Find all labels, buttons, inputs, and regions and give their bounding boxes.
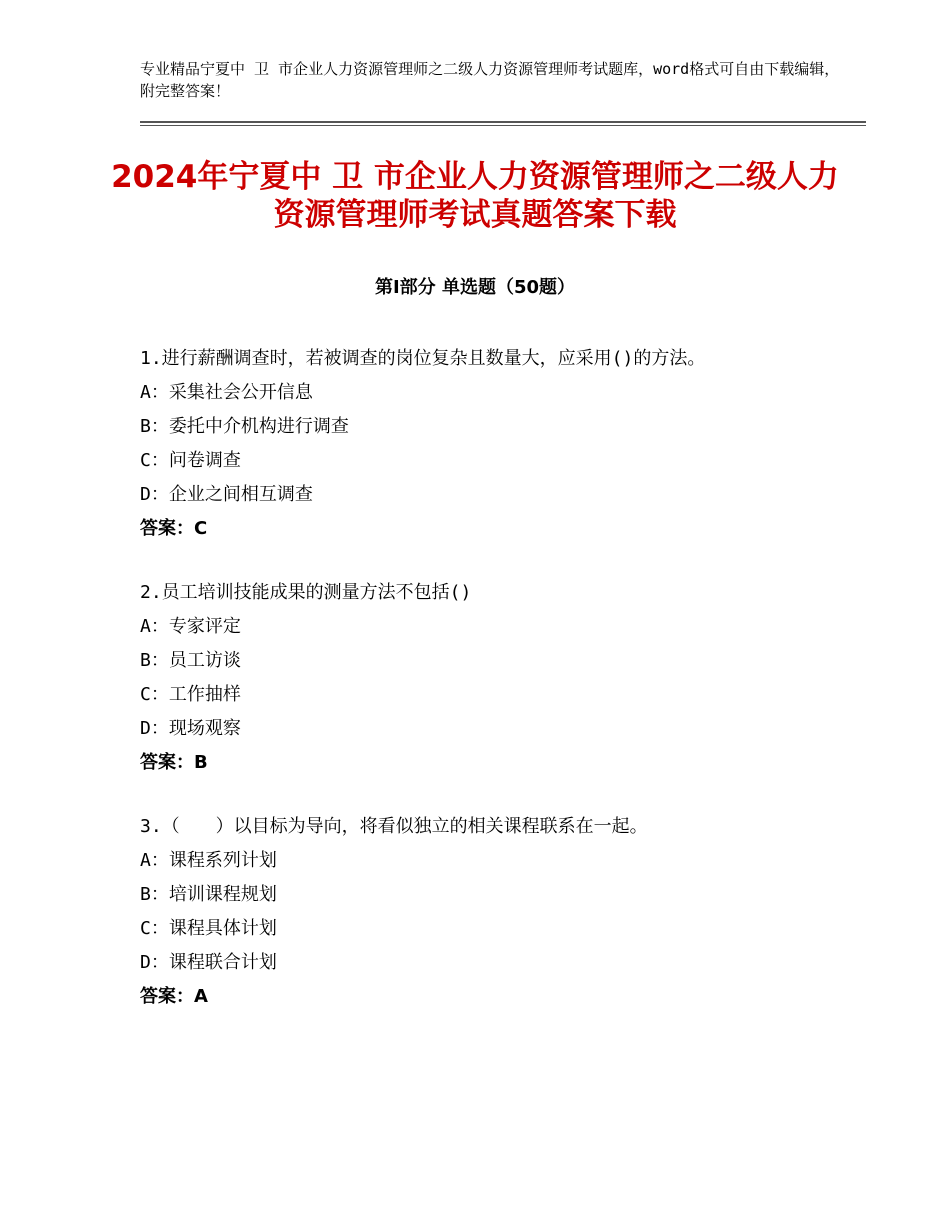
question-stem: 2.员工培训技能成果的测量方法不包括()	[140, 582, 472, 603]
answer: 答案：A	[140, 986, 208, 1007]
question-stem: 1.进行薪酬调查时，若被调查的岗位复杂且数量大，应采用()的方法。	[140, 348, 706, 369]
question-list	[140, 342, 800, 1044]
option-d: D：现场观察	[140, 718, 241, 739]
option-b: B：员工访谈	[140, 650, 241, 671]
answer: 答案：B	[140, 752, 208, 773]
option-a: A：采集社会公开信息	[140, 382, 313, 403]
header-divider-thick	[140, 121, 866, 123]
header-note: 专业精品宁夏中 卫 市企业人力资源管理师之二级人力资源管理师考试题库，word格式可自由下载编辑，附完整答案！	[140, 60, 840, 100]
option-b: B：培训课程规划	[140, 884, 277, 905]
section-heading: 第Ⅰ部分 单选题（50题）	[374, 277, 575, 298]
answer: 答案：C	[140, 518, 208, 539]
option-a: A：课程系列计划	[140, 850, 277, 871]
question-2	[140, 576, 800, 780]
option-a: A：专家评定	[140, 616, 241, 637]
option-d: D：课程联合计划	[140, 952, 277, 973]
option-c: C：工作抽样	[140, 684, 241, 705]
question-3	[140, 810, 800, 1014]
question-1	[140, 342, 800, 546]
option-d: D：企业之间相互调查	[140, 484, 313, 505]
option-b: B：委托中介机构进行调查	[140, 416, 349, 437]
option-c: C：问卷调查	[140, 450, 241, 471]
option-c: C：课程具体计划	[140, 918, 277, 939]
header-divider-thin	[140, 125, 866, 126]
question-stem: 3.（ ）以目标为导向，将看似独立的相关课程联系在一起。	[140, 816, 648, 837]
document-title: 2024年宁夏中 卫 市企业人力资源管理师之二级人力资源管理师考试真题答案下载	[111, 159, 839, 233]
header-divider	[140, 121, 866, 126]
